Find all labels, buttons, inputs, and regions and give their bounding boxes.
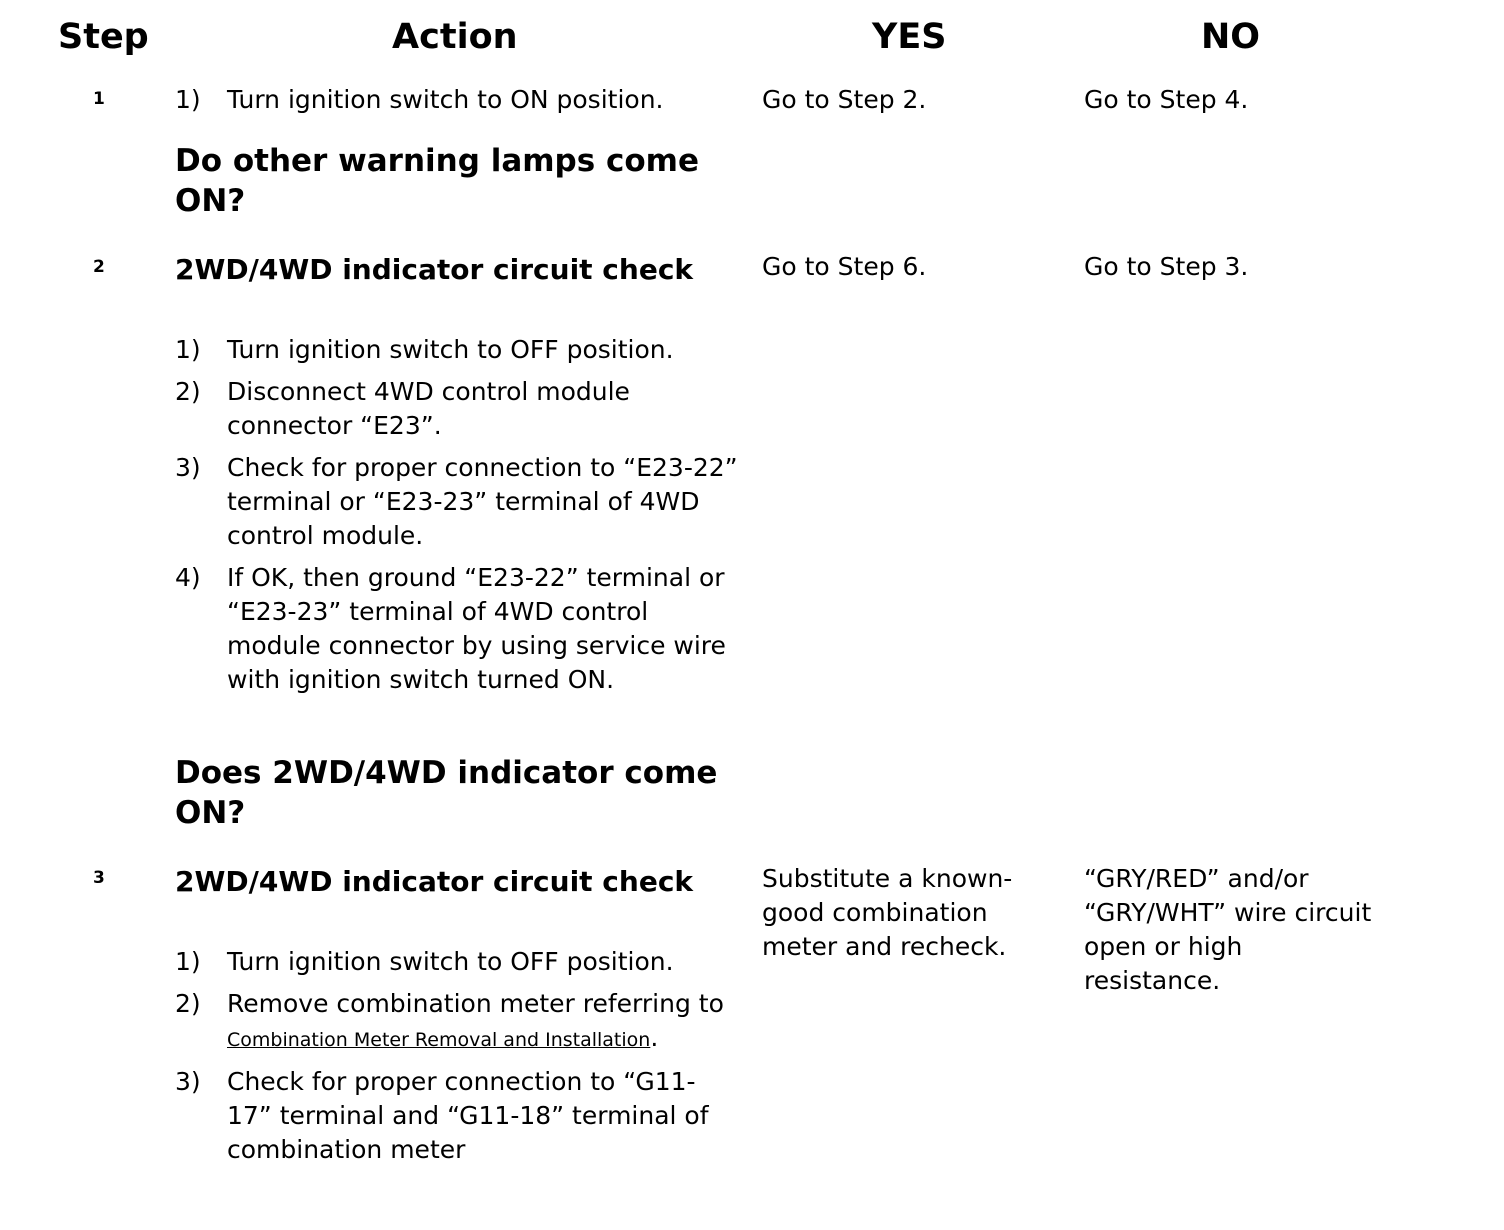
list-item: 3) Check for proper connection to “E23-22” terminal or “E23-23” terminal of 4WD control module. [175,453,738,550]
list-item: 1) Turn ignition switch to OFF position. [175,335,674,364]
yes-result: Go to Step 2. [762,85,927,114]
question-text: Does 2WD/4WD indicator come ON? [175,755,718,831]
list-item: 3) Check for proper connection to “G11-17” terminal and “G11-18” terminal of combination meter [175,1067,709,1164]
step-number: 1 [93,89,105,109]
header-action: Action [392,17,518,57]
check-title: 2WD/4WD indicator circuit check [175,253,694,286]
no-result: Go to Step 3. [1084,252,1249,281]
action-list [175,83,740,125]
header-no: NO [1201,17,1261,57]
header-step: Step [58,17,149,57]
header-yes: YES [872,17,947,57]
list-item: 4) If OK, then ground “E23-22” terminal or “E23-23” terminal of 4WD control module connector by using service wire with ignition switch turned ON. [175,563,726,694]
action-list [175,333,740,705]
list-item: 1) Turn ignition switch to OFF position. [175,947,674,976]
step-number: 3 [93,868,105,888]
yes-result: Go to Step 6. [762,252,927,281]
step-number: 2 [93,257,105,277]
list-item: 2) Remove combination meter referring to Combination Meter Removal and Installation. [175,989,724,1052]
list-item: 1) Turn ignition switch to ON position. [175,85,664,114]
check-title: 2WD/4WD indicator circuit check [175,865,694,898]
no-result: Go to Step 4. [1084,85,1249,114]
action-list [175,945,740,1175]
question-text: Do other warning lamps come ON? [175,143,699,219]
no-result: “GRY/RED” and/or “GRY/WHT” wire circuit open or high resistance. [1084,864,1372,995]
yes-result: Substitute a known-good combination meter and recheck. [762,864,1013,961]
list-item: 2) Disconnect 4WD control module connector “E23”. [175,377,630,440]
combination-meter-removal-link[interactable]: Combination Meter Removal and Installation [227,1029,651,1051]
